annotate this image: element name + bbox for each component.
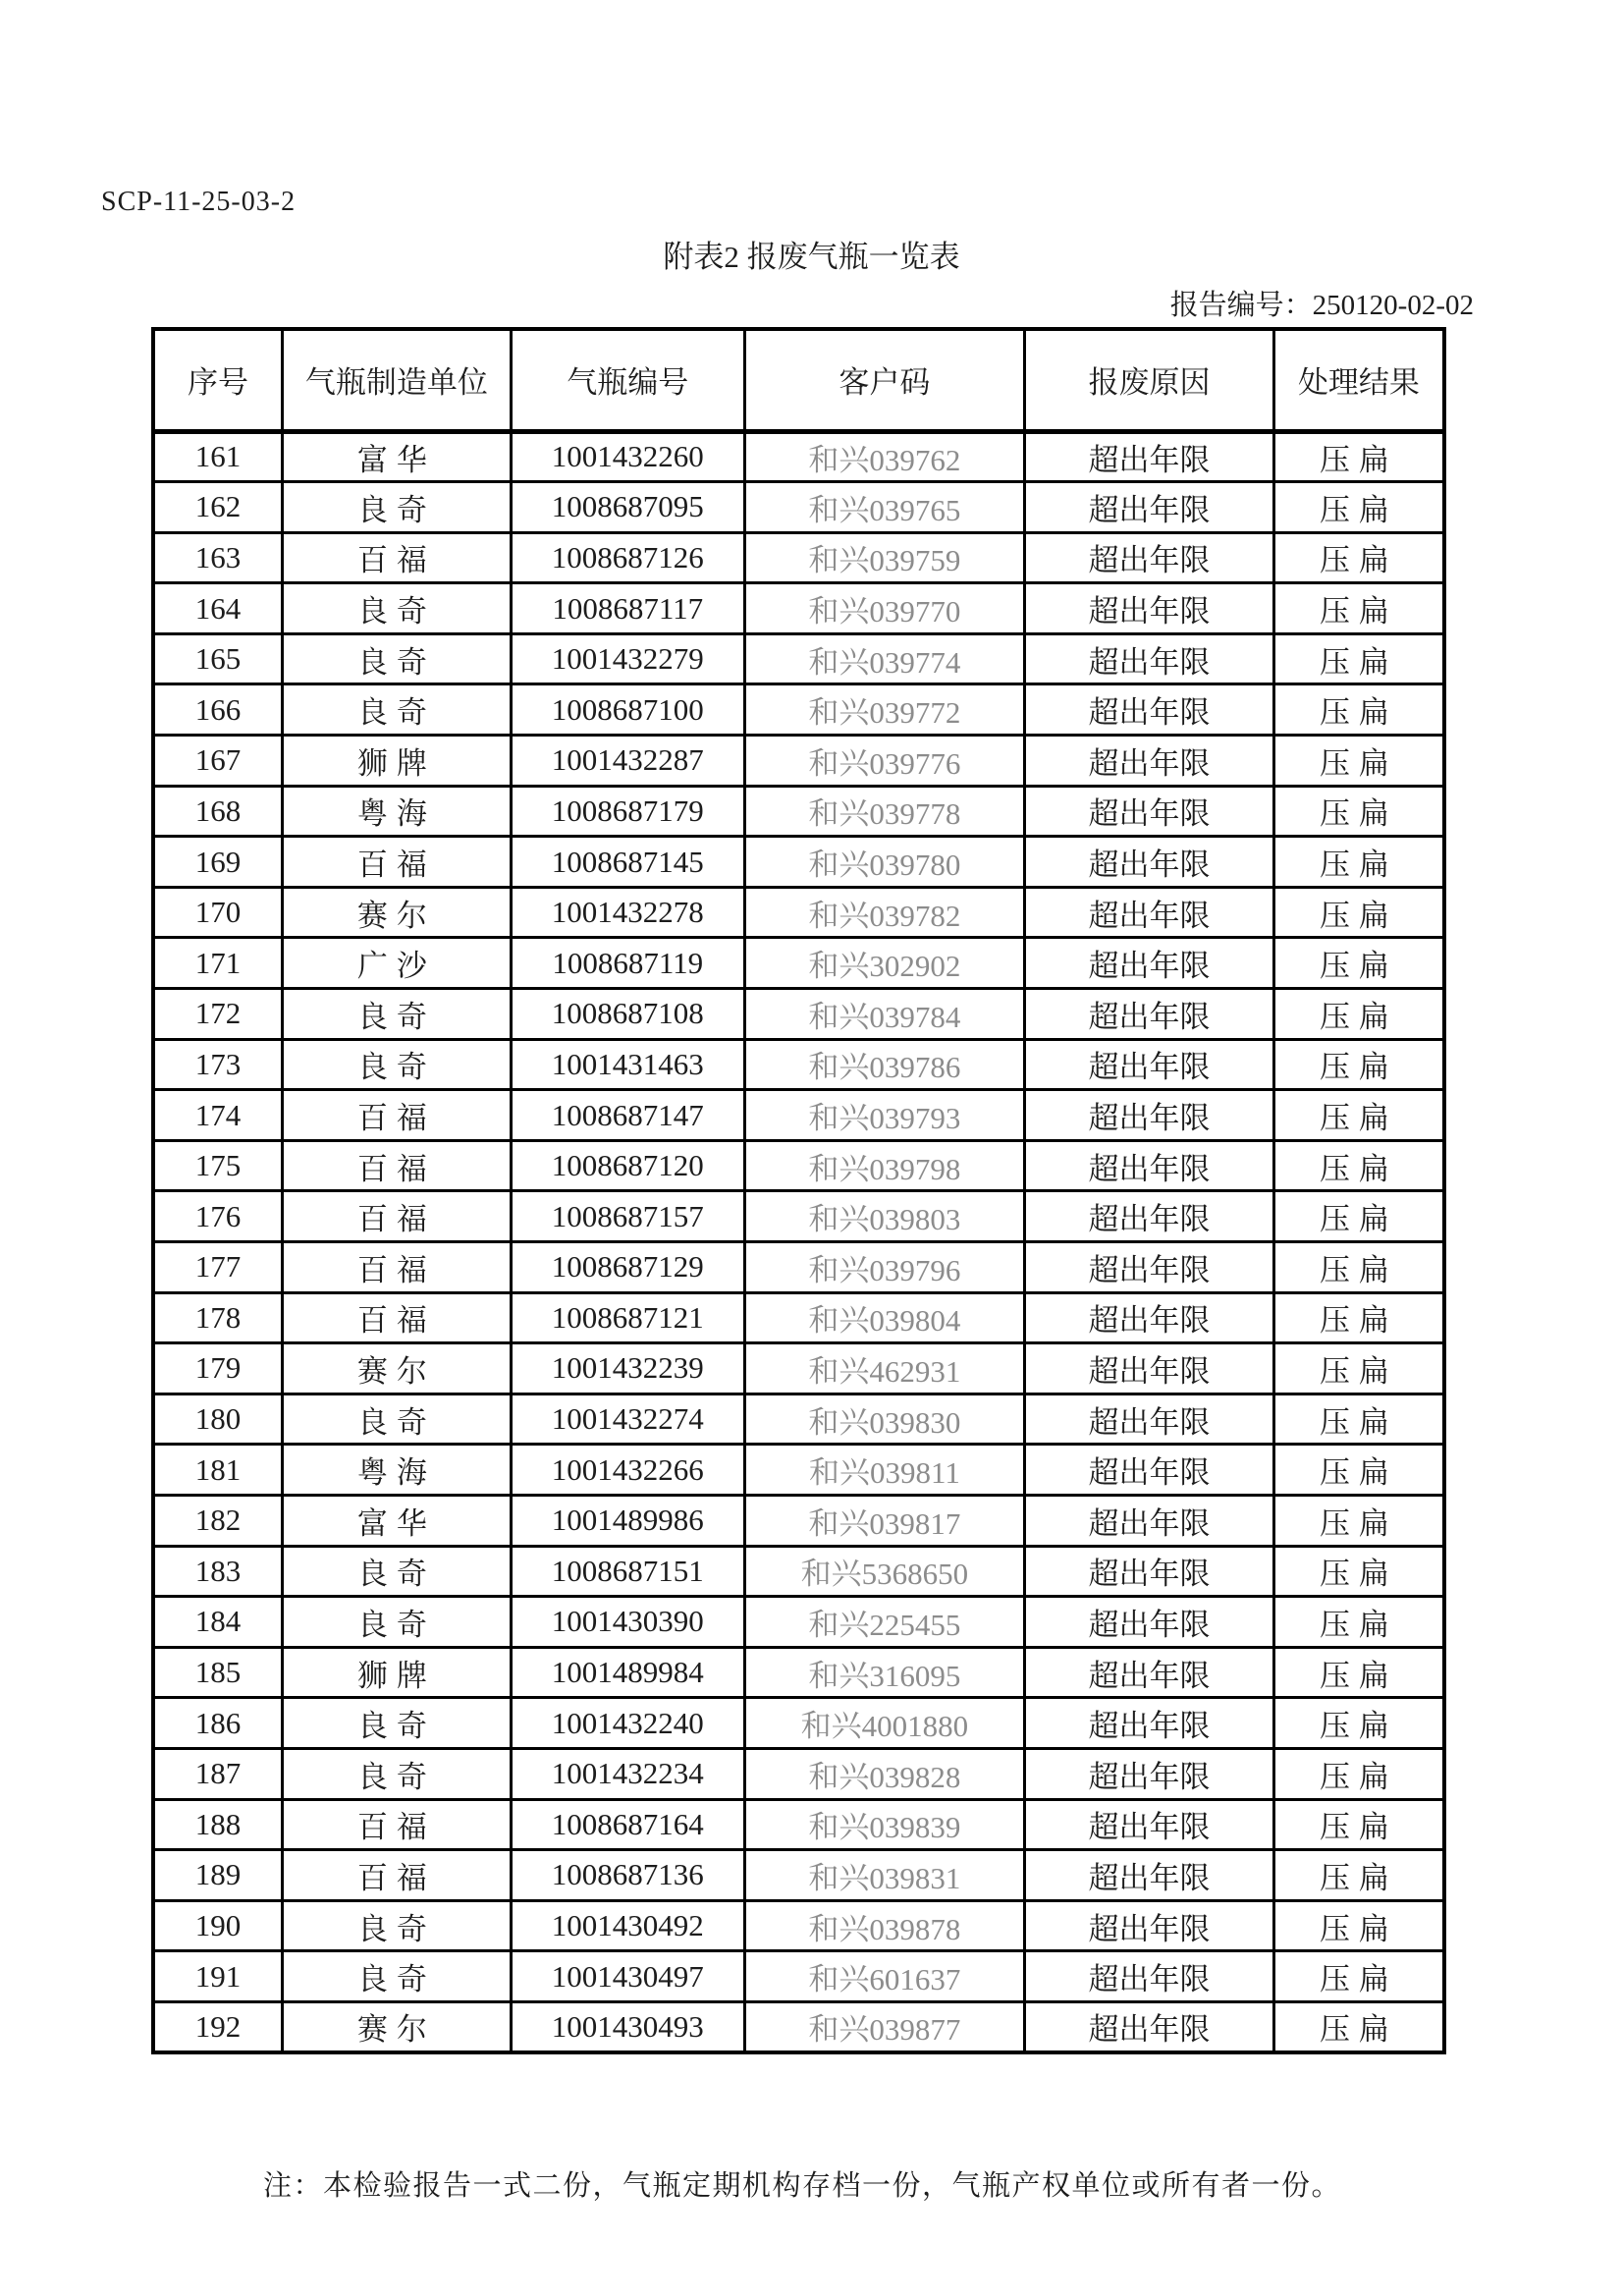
table-row (153, 684, 1444, 736)
table-row (153, 1445, 1444, 1496)
cell-cylinder-no: 1008687095 (511, 482, 744, 533)
cell-manufacturer: 良奇 (283, 1546, 512, 1597)
cell-manufacturer: 百福 (283, 1090, 512, 1141)
cell-manufacturer: 百福 (283, 837, 512, 888)
table-row (153, 633, 1444, 684)
cell-serial-no: 188 (153, 1799, 283, 1850)
cell-manufacturer: 良奇 (283, 1394, 512, 1445)
cell-customer-code: 和兴039782 (744, 887, 1024, 938)
cell-disposal-result: 压扁 (1273, 1698, 1444, 1749)
cell-disposal-result: 压扁 (1273, 1292, 1444, 1343)
cell-customer-code: 和兴039839 (744, 1799, 1024, 1850)
cell-cylinder-no: 1008687145 (511, 837, 744, 888)
cell-customer-code: 和兴039804 (744, 1292, 1024, 1343)
table-row (153, 1698, 1444, 1749)
cell-manufacturer: 良奇 (283, 482, 512, 533)
report-number-value: 250120-02-02 (1312, 290, 1474, 321)
cell-disposal-result: 压扁 (1273, 583, 1444, 634)
cell-cylinder-no: 1008687121 (511, 1292, 744, 1343)
cell-cylinder-no: 1001432278 (511, 887, 744, 938)
cell-cylinder-no: 1001430390 (511, 1597, 744, 1648)
cell-cylinder-no: 1001430492 (511, 1900, 744, 1951)
cell-disposal-result: 压扁 (1273, 1343, 1444, 1394)
cell-manufacturer: 狮牌 (283, 1647, 512, 1698)
cell-scrap-reason: 超出年限 (1025, 532, 1274, 583)
cell-customer-code: 和兴039759 (744, 532, 1024, 583)
cell-serial-no: 176 (153, 1191, 283, 1242)
cell-disposal-result: 压扁 (1273, 1900, 1444, 1951)
document-code: SCP-11-25-03-2 (101, 187, 297, 217)
cell-manufacturer: 良奇 (283, 1698, 512, 1749)
report-number-label: 报告编号： (1169, 290, 1313, 321)
cell-customer-code: 和兴225455 (744, 1597, 1024, 1648)
scrapped-cylinder-table (151, 327, 1446, 2054)
cell-serial-no: 190 (153, 1900, 283, 1951)
cell-disposal-result: 压扁 (1273, 887, 1444, 938)
cell-disposal-result: 压扁 (1273, 1039, 1444, 1090)
cell-customer-code: 和兴039793 (744, 1090, 1024, 1141)
cell-customer-code: 和兴039877 (744, 2001, 1024, 2052)
cell-manufacturer: 赛尔 (283, 1343, 512, 1394)
cell-customer-code: 和兴302902 (744, 938, 1024, 989)
cell-manufacturer: 赛尔 (283, 2001, 512, 2052)
cell-customer-code: 和兴601637 (744, 1951, 1024, 2002)
cell-customer-code: 和兴039770 (744, 583, 1024, 634)
cell-scrap-reason: 超出年限 (1025, 1850, 1274, 1901)
cell-scrap-reason: 超出年限 (1025, 482, 1274, 533)
cell-scrap-reason: 超出年限 (1025, 786, 1274, 837)
cell-scrap-reason: 超出年限 (1025, 1546, 1274, 1597)
table-row (153, 1900, 1444, 1951)
cell-serial-no: 161 (153, 431, 283, 482)
table-row (153, 1292, 1444, 1343)
cell-serial-no: 171 (153, 938, 283, 989)
table-row (153, 1850, 1444, 1901)
cell-cylinder-no: 1008687126 (511, 532, 744, 583)
cell-scrap-reason: 超出年限 (1025, 583, 1274, 634)
cell-serial-no: 179 (153, 1343, 283, 1394)
cell-cylinder-no: 1008687117 (511, 583, 744, 634)
cell-cylinder-no: 1008687164 (511, 1799, 744, 1850)
table-row (153, 1140, 1444, 1191)
cell-cylinder-no: 1001432266 (511, 1445, 744, 1496)
cell-serial-no: 167 (153, 736, 283, 787)
cell-disposal-result: 压扁 (1273, 1191, 1444, 1242)
cell-disposal-result: 压扁 (1273, 1951, 1444, 2002)
cell-manufacturer: 良奇 (283, 1748, 512, 1799)
column-header-cylinder-no: 气瓶编号 (511, 329, 744, 431)
cell-manufacturer: 赛尔 (283, 887, 512, 938)
cell-manufacturer: 百福 (283, 532, 512, 583)
table-row (153, 1242, 1444, 1293)
cell-scrap-reason: 超出年限 (1025, 633, 1274, 684)
cell-disposal-result: 压扁 (1273, 1647, 1444, 1698)
table-row (153, 938, 1444, 989)
cell-disposal-result: 压扁 (1273, 1799, 1444, 1850)
column-header-manufacturer: 气瓶制造单位 (283, 329, 512, 431)
cell-disposal-result: 压扁 (1273, 1597, 1444, 1648)
cell-customer-code: 和兴039831 (744, 1850, 1024, 1901)
cell-disposal-result: 压扁 (1273, 1748, 1444, 1799)
cell-scrap-reason: 超出年限 (1025, 938, 1274, 989)
cell-manufacturer: 富华 (283, 431, 512, 482)
cell-manufacturer: 良奇 (283, 633, 512, 684)
cell-disposal-result: 压扁 (1273, 938, 1444, 989)
cell-customer-code: 和兴039828 (744, 1748, 1024, 1799)
cell-disposal-result: 压扁 (1273, 1445, 1444, 1496)
table-row (153, 431, 1444, 482)
cell-scrap-reason: 超出年限 (1025, 1647, 1274, 1698)
table-row (153, 989, 1444, 1040)
cell-disposal-result: 压扁 (1273, 1394, 1444, 1445)
cell-scrap-reason: 超出年限 (1025, 989, 1274, 1040)
cell-scrap-reason: 超出年限 (1025, 1495, 1274, 1546)
cell-manufacturer: 百福 (283, 1191, 512, 1242)
cell-scrap-reason: 超出年限 (1025, 736, 1274, 787)
cell-cylinder-no: 1001489984 (511, 1647, 744, 1698)
cell-scrap-reason: 超出年限 (1025, 1242, 1274, 1293)
column-header-disposal-result: 处理结果 (1273, 329, 1444, 431)
table-row (153, 1597, 1444, 1648)
cell-serial-no: 187 (153, 1748, 283, 1799)
cell-cylinder-no: 1001432279 (511, 633, 744, 684)
cell-disposal-result: 压扁 (1273, 1495, 1444, 1546)
cell-serial-no: 186 (153, 1698, 283, 1749)
cell-disposal-result: 压扁 (1273, 1090, 1444, 1141)
table-row (153, 1495, 1444, 1546)
cell-disposal-result: 压扁 (1273, 989, 1444, 1040)
cell-serial-no: 165 (153, 633, 283, 684)
table-row (153, 1343, 1444, 1394)
cell-disposal-result: 压扁 (1273, 1242, 1444, 1293)
cell-serial-no: 174 (153, 1090, 283, 1141)
cell-manufacturer: 百福 (283, 1292, 512, 1343)
cell-cylinder-no: 1001432239 (511, 1343, 744, 1394)
cell-serial-no: 170 (153, 887, 283, 938)
cell-cylinder-no: 1008687129 (511, 1242, 744, 1293)
cell-customer-code: 和兴039765 (744, 482, 1024, 533)
cell-customer-code: 和兴039774 (744, 633, 1024, 684)
cell-customer-code: 和兴039784 (744, 989, 1024, 1040)
cell-serial-no: 192 (153, 2001, 283, 2052)
cell-serial-no: 191 (153, 1951, 283, 2002)
cell-customer-code: 和兴5368650 (744, 1546, 1024, 1597)
cell-scrap-reason: 超出年限 (1025, 1445, 1274, 1496)
table-row (153, 837, 1444, 888)
cell-serial-no: 185 (153, 1647, 283, 1698)
cell-disposal-result: 压扁 (1273, 1850, 1444, 1901)
cell-cylinder-no: 1001489986 (511, 1495, 744, 1546)
cell-serial-no: 163 (153, 532, 283, 583)
cell-customer-code: 和兴039817 (744, 1495, 1024, 1546)
cell-serial-no: 175 (153, 1140, 283, 1191)
table-row (153, 1748, 1444, 1799)
cell-cylinder-no: 1008687151 (511, 1546, 744, 1597)
cell-cylinder-no: 1008687136 (511, 1850, 744, 1901)
cell-scrap-reason: 超出年限 (1025, 684, 1274, 736)
cell-serial-no: 189 (153, 1850, 283, 1901)
cell-scrap-reason: 超出年限 (1025, 1394, 1274, 1445)
cell-manufacturer: 良奇 (283, 1900, 512, 1951)
cell-serial-no: 183 (153, 1546, 283, 1597)
cell-scrap-reason: 超出年限 (1025, 1951, 1274, 2002)
cell-customer-code: 和兴316095 (744, 1647, 1024, 1698)
table-row (153, 482, 1444, 533)
cell-cylinder-no: 1001431463 (511, 1039, 744, 1090)
cell-manufacturer: 广沙 (283, 938, 512, 989)
page-title: 附表2 报废气瓶一览表 (663, 240, 960, 274)
cell-manufacturer: 粤海 (283, 786, 512, 837)
cell-scrap-reason: 超出年限 (1025, 1698, 1274, 1749)
cell-disposal-result: 压扁 (1273, 2001, 1444, 2052)
cell-scrap-reason: 超出年限 (1025, 1191, 1274, 1242)
cell-manufacturer: 良奇 (283, 684, 512, 736)
table-row (153, 1039, 1444, 1090)
cell-serial-no: 166 (153, 684, 283, 736)
cell-cylinder-no: 1001432240 (511, 1698, 744, 1749)
cell-disposal-result: 压扁 (1273, 1140, 1444, 1191)
column-header-customer-code: 客户码 (744, 329, 1024, 431)
cell-cylinder-no: 1001430497 (511, 1951, 744, 2002)
cell-serial-no: 182 (153, 1495, 283, 1546)
cell-manufacturer: 良奇 (283, 583, 512, 634)
cell-disposal-result: 压扁 (1273, 837, 1444, 888)
table-row (153, 2001, 1444, 2052)
table-header (153, 329, 1444, 431)
cell-disposal-result: 压扁 (1273, 482, 1444, 533)
column-header-scrap-reason: 报废原因 (1025, 329, 1274, 431)
cell-serial-no: 184 (153, 1597, 283, 1648)
cell-serial-no: 181 (153, 1445, 283, 1496)
table-row (153, 1090, 1444, 1141)
cell-scrap-reason: 超出年限 (1025, 2001, 1274, 2052)
cell-disposal-result: 压扁 (1273, 1546, 1444, 1597)
cell-customer-code: 和兴039878 (744, 1900, 1024, 1951)
cell-serial-no: 162 (153, 482, 283, 533)
table-row (153, 786, 1444, 837)
cell-scrap-reason: 超出年限 (1025, 1039, 1274, 1090)
cell-customer-code: 和兴039803 (744, 1191, 1024, 1242)
cell-customer-code: 和兴039786 (744, 1039, 1024, 1090)
cell-customer-code: 和兴4001880 (744, 1698, 1024, 1749)
cell-disposal-result: 压扁 (1273, 532, 1444, 583)
cell-customer-code: 和兴039830 (744, 1394, 1024, 1445)
table-row (153, 583, 1444, 634)
cell-cylinder-no: 1008687147 (511, 1090, 744, 1141)
table-row (153, 1647, 1444, 1698)
cell-cylinder-no: 1008687119 (511, 938, 744, 989)
cell-cylinder-no: 1008687100 (511, 684, 744, 736)
cell-customer-code: 和兴039762 (744, 431, 1024, 482)
cell-manufacturer: 百福 (283, 1140, 512, 1191)
cell-cylinder-no: 1008687179 (511, 786, 744, 837)
cell-cylinder-no: 1001432287 (511, 736, 744, 787)
cell-disposal-result: 压扁 (1273, 431, 1444, 482)
cell-disposal-result: 压扁 (1273, 684, 1444, 736)
cell-manufacturer: 良奇 (283, 1597, 512, 1648)
cell-manufacturer: 百福 (283, 1242, 512, 1293)
cell-cylinder-no: 1008687157 (511, 1191, 744, 1242)
table-header-row (153, 329, 1444, 431)
cell-manufacturer: 百福 (283, 1799, 512, 1850)
cell-manufacturer: 粤海 (283, 1445, 512, 1496)
cell-disposal-result: 压扁 (1273, 736, 1444, 787)
cell-scrap-reason: 超出年限 (1025, 1292, 1274, 1343)
table-row (153, 1951, 1444, 2002)
cell-customer-code: 和兴039772 (744, 684, 1024, 736)
table-row (153, 887, 1444, 938)
cell-disposal-result: 压扁 (1273, 786, 1444, 837)
table-row (153, 1546, 1444, 1597)
table-row (153, 1799, 1444, 1850)
cell-serial-no: 173 (153, 1039, 283, 1090)
cell-customer-code: 和兴039796 (744, 1242, 1024, 1293)
cell-manufacturer: 狮牌 (283, 736, 512, 787)
footer-note: 注：本检验报告一式二份，气瓶定期机构存档一份，气瓶产权单位或所有者一份。 (263, 2170, 1342, 2202)
cell-scrap-reason: 超出年限 (1025, 431, 1274, 482)
cell-scrap-reason: 超出年限 (1025, 1900, 1274, 1951)
cell-scrap-reason: 超出年限 (1025, 1343, 1274, 1394)
cell-serial-no: 169 (153, 837, 283, 888)
report-number-line (1170, 283, 1474, 323)
table-row (153, 736, 1444, 787)
cell-scrap-reason: 超出年限 (1025, 837, 1274, 888)
cell-cylinder-no: 1001430493 (511, 2001, 744, 2052)
cell-scrap-reason: 超出年限 (1025, 887, 1274, 938)
cell-manufacturer: 良奇 (283, 1039, 512, 1090)
cell-manufacturer: 富华 (283, 1495, 512, 1546)
cell-manufacturer: 良奇 (283, 989, 512, 1040)
cell-customer-code: 和兴039798 (744, 1140, 1024, 1191)
cylinder-table-body (153, 431, 1444, 2052)
cell-cylinder-no: 1001432260 (511, 431, 744, 482)
cell-manufacturer: 百福 (283, 1850, 512, 1901)
cell-serial-no: 164 (153, 583, 283, 634)
cell-serial-no: 168 (153, 786, 283, 837)
cell-serial-no: 177 (153, 1242, 283, 1293)
table-row (153, 1394, 1444, 1445)
cell-serial-no: 180 (153, 1394, 283, 1445)
cell-scrap-reason: 超出年限 (1025, 1090, 1274, 1141)
cell-scrap-reason: 超出年限 (1025, 1799, 1274, 1850)
cell-scrap-reason: 超出年限 (1025, 1748, 1274, 1799)
column-header-serial-no: 序号 (153, 329, 283, 431)
cell-cylinder-no: 1001432234 (511, 1748, 744, 1799)
cell-customer-code: 和兴039780 (744, 837, 1024, 888)
cell-customer-code: 和兴039811 (744, 1445, 1024, 1496)
table-row (153, 1191, 1444, 1242)
cell-cylinder-no: 1008687120 (511, 1140, 744, 1191)
cell-scrap-reason: 超出年限 (1025, 1597, 1274, 1648)
cell-customer-code: 和兴039776 (744, 736, 1024, 787)
cell-cylinder-no: 1008687108 (511, 989, 744, 1040)
cell-serial-no: 172 (153, 989, 283, 1040)
cell-scrap-reason: 超出年限 (1025, 1140, 1274, 1191)
cell-cylinder-no: 1001432274 (511, 1394, 744, 1445)
cell-manufacturer: 良奇 (283, 1951, 512, 2002)
cell-disposal-result: 压扁 (1273, 633, 1444, 684)
cell-customer-code: 和兴462931 (744, 1343, 1024, 1394)
cell-customer-code: 和兴039778 (744, 786, 1024, 837)
table-row (153, 532, 1444, 583)
cell-serial-no: 178 (153, 1292, 283, 1343)
